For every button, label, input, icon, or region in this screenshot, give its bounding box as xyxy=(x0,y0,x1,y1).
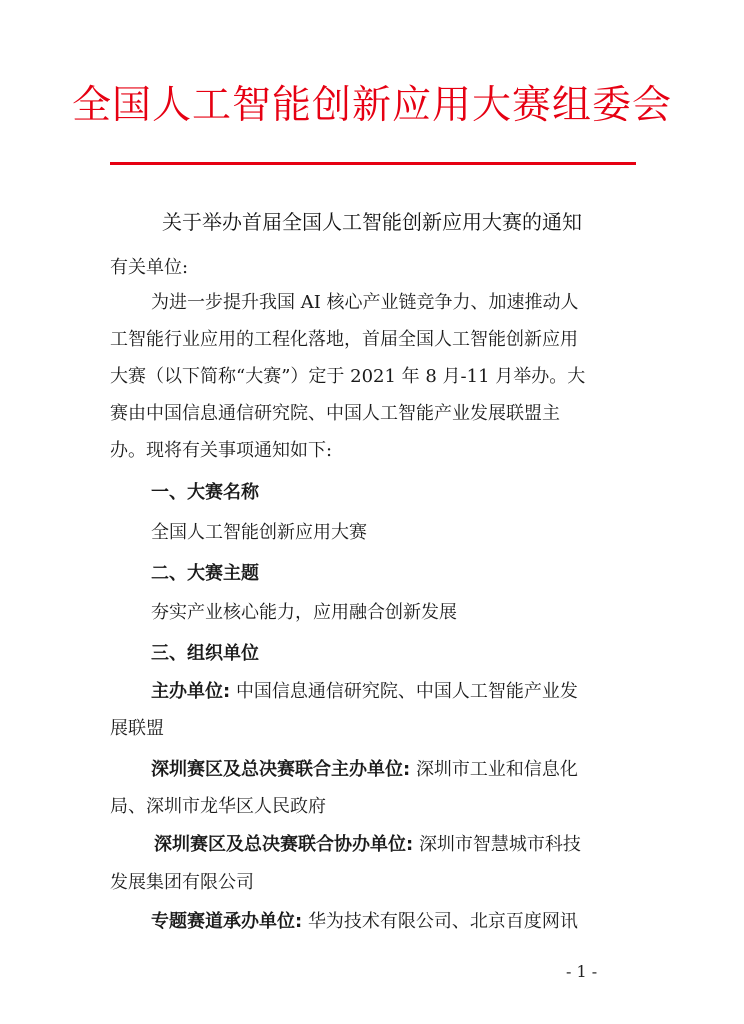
section-heading: 三、组织单位 xyxy=(151,643,259,664)
shenzhen-co-host-label: 深圳赛区及总决赛联合主办单位: xyxy=(151,759,411,780)
shenzhen-co-host-line xyxy=(151,761,578,779)
shenzhen-co-organizer-value: 深圳市智慧城市科技 xyxy=(418,834,581,855)
host-unit-continued: 展联盟 xyxy=(110,718,164,739)
host-unit-line xyxy=(151,683,578,701)
track-organizer-value: 华为技术有限公司、北京百度网讯 xyxy=(307,911,578,932)
red-divider-line xyxy=(110,162,636,165)
notice-title: 关于举办首届全国人工智能创新应用大赛的通知 xyxy=(162,210,582,234)
shenzhen-co-organizer-line xyxy=(154,836,581,854)
section-text: 夯实产业核心能力，应用融合创新发展 xyxy=(151,602,457,623)
salutation: 有关单位: xyxy=(110,257,189,278)
intro-line: 大赛（以下简称“大赛”）定于 2021 年 8 月-11 月举办。大 xyxy=(110,366,586,387)
section-text: 全国人工智能创新应用大赛 xyxy=(151,522,367,543)
host-unit-value: 中国信息通信研究院、中国人工智能产业发 xyxy=(235,681,578,702)
intro-line: 办。现将有关事项通知如下: xyxy=(110,440,333,461)
intro-line: 工智能行业应用的工程化落地，首届全国人工智能创新应用 xyxy=(110,329,578,350)
section-heading: 一、大赛名称 xyxy=(151,482,259,503)
host-unit-label: 主办单位: xyxy=(151,681,231,702)
shenzhen-co-organizer-continued: 发展集团有限公司 xyxy=(110,872,254,893)
organization-header: 全国人工智能创新应用大赛组委会 xyxy=(71,83,672,128)
intro-line: 为进一步提升我国 AI 核心产业链竞争力、加速推动人 xyxy=(151,292,579,313)
track-organizer-line xyxy=(151,913,578,931)
section-heading: 二、大赛主题 xyxy=(151,563,259,584)
intro-line: 赛由中国信息通信研究院、中国人工智能产业发展联盟主 xyxy=(110,403,560,424)
shenzhen-co-host-continued: 局、深圳市龙华区人民政府 xyxy=(110,796,326,817)
page-number: - 1 - xyxy=(566,962,598,981)
track-organizer-label: 专题赛道承办单位: xyxy=(151,911,303,932)
shenzhen-co-host-value: 深圳市工业和信息化 xyxy=(415,759,578,780)
shenzhen-co-organizer-label: 深圳赛区及总决赛联合协办单位: xyxy=(154,834,414,855)
